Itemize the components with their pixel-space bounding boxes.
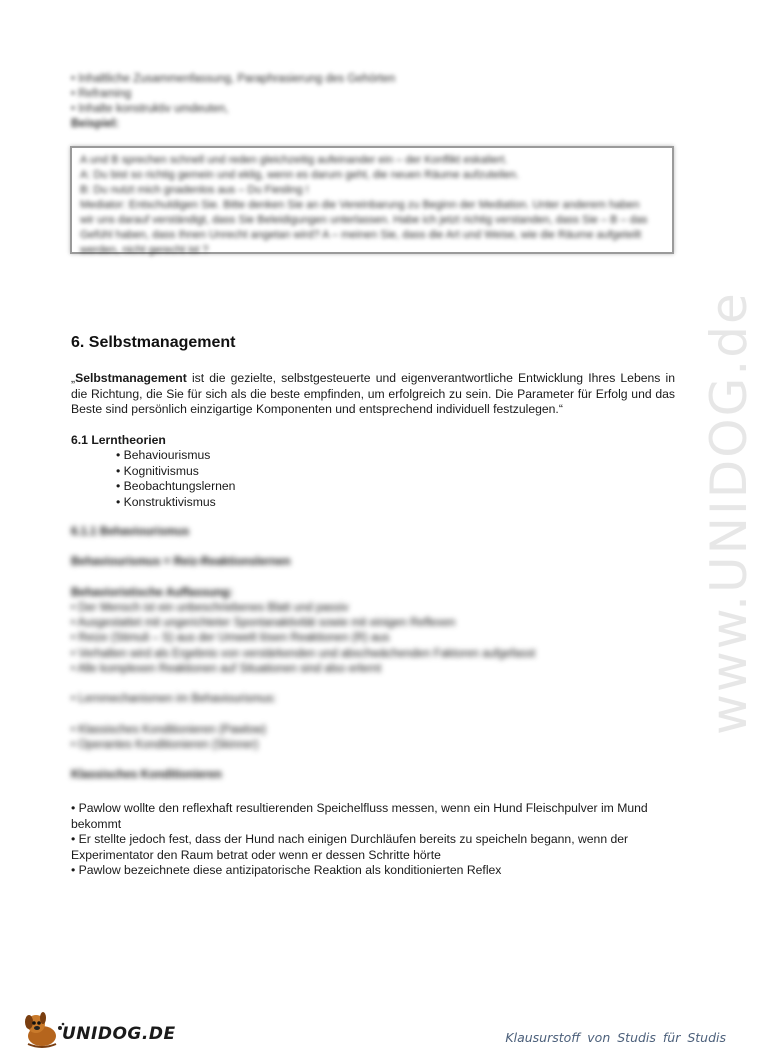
theory-list — [116, 448, 235, 510]
sub-sub-heading: 6.1.1 Behaviourismus — [71, 526, 190, 538]
list-item: • Pawlow wollte den reflexhaft resultierenden Speichelfluss messen, wenn ein Hund Fleischpulver im Mund bekommt — [71, 801, 648, 831]
subsection-heading: 6.1 Lerntheorien — [71, 433, 166, 447]
example-box — [70, 146, 674, 254]
classical-heading: Klassisches Konditionieren — [71, 769, 222, 782]
list-item: • Inhaltliche Zusammenfassung, Paraphrasierung des Gehörten — [71, 73, 396, 85]
definition-quote — [71, 371, 675, 418]
example-line: A und B sprechen schnell und reden gleichzeitig aufeinander ein – der Konflikt eskaliert. — [80, 154, 508, 166]
footer-tagline: Klausurstoff von Studis für Studis — [505, 1030, 726, 1045]
example-line: B: Du nutzt mich gnadenlos aus – Du Fiesling ! — [80, 184, 309, 196]
example-line: Gefühl haben, dass Ihnen Unrecht angetan wird? A – meinen Sie, dass die Art und Weise, wie die Räume aufgeteilt — [80, 229, 642, 241]
example-text — [80, 153, 668, 258]
list-item: • Er stellte jedoch fest, dass der Hund nach einigen Durchläufen bereits zu speicheln begann, wenn der Experimentator den Raum betrat oder wenn er dessen Schritte hörte — [71, 832, 629, 862]
bold-line: Behaviourismus = Reiz-Reaktionslernen — [71, 556, 291, 569]
list-item: • Der Mensch ist ein unbeschriebenes Blatt und passiv — [71, 601, 349, 614]
blurred-behaviourism-section — [71, 525, 681, 784]
unidog-logo — [22, 1010, 176, 1050]
list-item: • Pawlow bezeichnete diese antizipatorische Reaktion als konditionierten Reflex — [71, 863, 502, 877]
example-line: wir uns darauf verständigt, dass Sie Beleidigungen unterlassen. Habe ich jetzt richtig verstanden, dass Sie – B – das — [80, 214, 648, 226]
quote-rest: ist die gezielte, selbstgesteuerte und eigenverantwortliche Entwicklung Ihres Lebens in die Richtung, die Sie für sich als die beste empfinden, um erfolgreich zu sein. Die Parameter für Erfolg und das Beste sind persönlich einzigartige Komponenten und entsprechend individuell festzulegen.“ — [71, 371, 675, 416]
example-line: A: Du bist so richtig gemein und eklig, wenn es darum geht, die neuen Räume aufzuteilen. — [80, 169, 520, 181]
list-item: • Ausgestattet mit ungerichteter Spontanaktivität sowie mit einigen Reflexen — [71, 617, 456, 630]
pawlow-list — [71, 801, 683, 879]
list-item: • Lernmechanismen im Behaviourismus: — [71, 693, 277, 706]
dog-mascot-icon — [22, 1010, 66, 1050]
list-item: • Kognitivismus — [116, 463, 199, 478]
watermark-text: www.UNIDOG.de — [700, 291, 758, 735]
logo-text: UNIDOG.DE — [62, 1024, 176, 1044]
list-item: • Reframing — [71, 88, 132, 100]
view-heading: Behavioristische Auffassung: — [71, 586, 233, 599]
quote-open-mark: „ — [71, 371, 76, 385]
example-line: werden, nicht gerecht ist ? — [80, 244, 209, 256]
quote-bold-term: Selbstmanagement — [75, 371, 187, 385]
list-item: • Inhalte konstruktiv umdeuten, — [71, 103, 229, 115]
list-item: • Klassisches Konditionieren (Pawlow) — [71, 723, 267, 736]
list-item: • Alle komplexen Reaktionen auf Situationen sind also erlernt — [71, 663, 382, 676]
list-item: • Beobachtungslernen — [116, 479, 236, 494]
section-heading: 6. Selbstmanagement — [71, 334, 236, 351]
example-line: Mediator: Entschuldigen Sie. Bitte denken Sie an die Vereinbarung zu Beginn der Mediation. Unter anderem haben — [80, 199, 640, 211]
list-item: • Konstruktivismus — [116, 494, 216, 509]
list-item: • Operantes Konditionieren (Skinner) — [71, 738, 259, 751]
example-label: Beispiel: — [71, 118, 119, 130]
list-item: • Verhalten wird als Ergebnis von verstärkenden und abschwächenden Faktoren aufgefasst — [71, 647, 536, 660]
blurred-top-block — [71, 72, 681, 132]
list-item: • Reize (Stimuli – S) aus der Umwelt lösen Reaktionen (R) aus — [71, 632, 390, 645]
list-item: • Behaviourismus — [116, 448, 211, 462]
